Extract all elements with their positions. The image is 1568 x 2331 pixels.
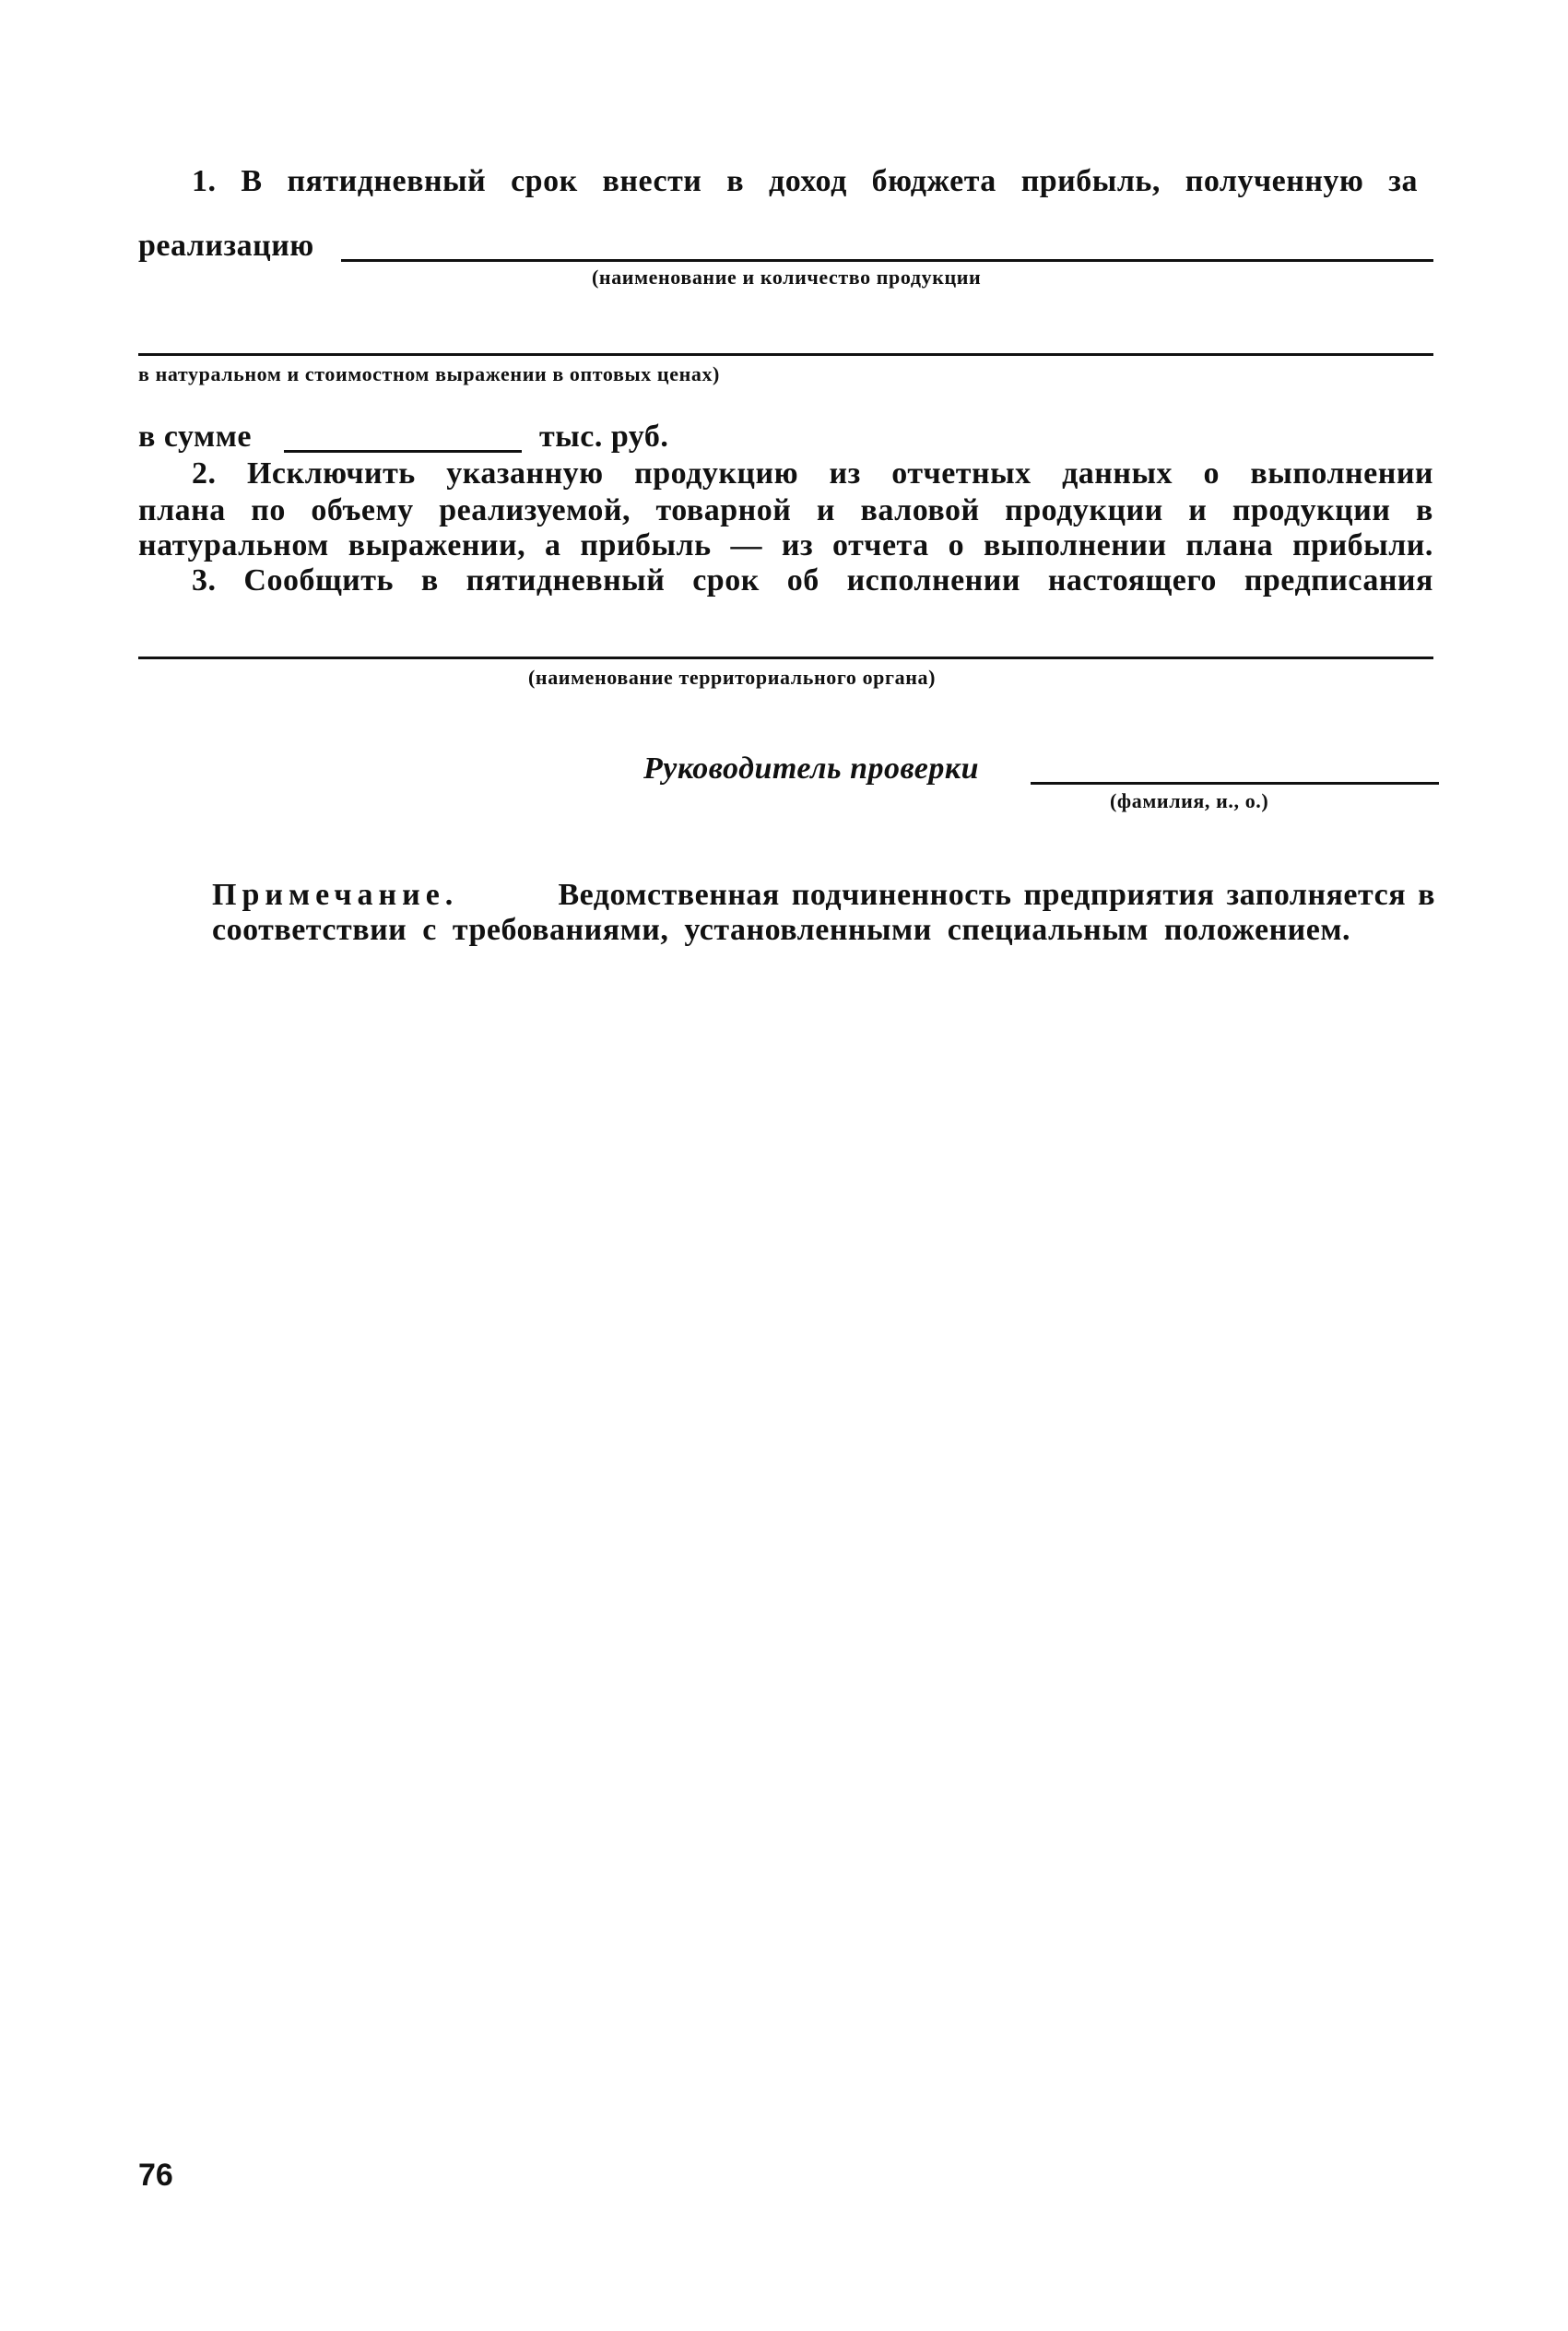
word: продукции xyxy=(1005,493,1163,527)
word: отчетных xyxy=(891,456,1032,491)
word: бюджета xyxy=(871,164,996,198)
word: реализуемой, xyxy=(439,493,631,527)
signature-label: Руководитель проверки xyxy=(643,751,980,786)
word: и xyxy=(816,493,835,527)
sum-suffix: тыс. руб. xyxy=(539,420,669,454)
word: за xyxy=(1388,164,1418,198)
realization-blank-line xyxy=(341,259,1433,262)
word: товарной xyxy=(655,493,792,527)
word: данных xyxy=(1062,456,1173,491)
word: 1. xyxy=(192,164,217,198)
word: объему xyxy=(311,493,414,527)
note-line-2: соответствии с требованиями, установленными специальным положением. xyxy=(212,913,1350,947)
word: в xyxy=(1415,493,1433,527)
word: срок xyxy=(511,164,578,198)
word: предписания xyxy=(1244,563,1433,598)
page-number: 76 xyxy=(138,2158,173,2193)
word: исполнении xyxy=(846,563,1020,598)
word: пятидневный xyxy=(466,563,666,598)
word: продукции xyxy=(1232,493,1391,527)
item2-line-1 xyxy=(192,456,1433,491)
word: а xyxy=(545,528,561,562)
signature-blank-line xyxy=(1031,782,1439,785)
word: об xyxy=(786,563,819,598)
word: натуральном xyxy=(138,528,329,562)
word: в xyxy=(420,563,439,598)
word: В xyxy=(241,164,263,198)
word: и xyxy=(1188,493,1208,527)
word: полученную xyxy=(1185,164,1364,198)
word: выполнении xyxy=(983,528,1167,562)
word: о xyxy=(1203,456,1220,491)
word: доход xyxy=(769,164,847,198)
word: настоящего xyxy=(1047,563,1217,598)
note-line-1 xyxy=(212,878,1435,913)
organ-blank-line xyxy=(138,657,1433,659)
word: выполнении xyxy=(1250,456,1433,491)
word: 2. xyxy=(192,456,217,491)
note-line-1-rest: Ведомственная подчиненность предприятия заполняется в xyxy=(558,878,1435,912)
sum-blank-line xyxy=(284,450,522,453)
sum-prefix: в сумме xyxy=(138,420,252,454)
word: плана xyxy=(138,493,226,527)
word: валовой xyxy=(860,493,980,527)
word: плана xyxy=(1185,528,1274,562)
word: отчета xyxy=(832,528,929,562)
word: продукцию xyxy=(634,456,799,491)
word: Сообщить xyxy=(243,563,394,598)
item2-line-3 xyxy=(138,528,1433,563)
note-heading: Примечание. xyxy=(212,878,459,912)
word: срок xyxy=(692,563,760,598)
word: в xyxy=(726,164,745,198)
word: — xyxy=(730,528,762,562)
word: из xyxy=(829,456,861,491)
word: прибыли. xyxy=(1292,528,1433,562)
item1-line xyxy=(192,164,1418,199)
realization-blank-line-2 xyxy=(138,353,1433,356)
word: внести xyxy=(602,164,702,198)
word: 3. xyxy=(192,563,217,598)
organ-caption: (наименование территориального органа) xyxy=(528,666,937,689)
item3-line xyxy=(192,563,1433,598)
item2-line-2 xyxy=(138,493,1433,528)
realization-label: реализацию xyxy=(138,229,314,263)
word: из xyxy=(781,528,814,562)
word: прибыль, xyxy=(1020,164,1161,198)
word: Исключить xyxy=(246,456,416,491)
realization-caption-2: в натуральном и стоимостном выражении в оптовых ценах) xyxy=(138,362,720,385)
word: выражении, xyxy=(348,528,526,562)
realization-caption-1: (наименование и количество продукции xyxy=(592,266,982,289)
word: о xyxy=(948,528,965,562)
signature-caption: (фамилия, и., о.) xyxy=(1110,789,1269,812)
word: прибыль xyxy=(580,528,712,562)
word: по xyxy=(251,493,286,527)
word: указанную xyxy=(446,456,604,491)
word: пятидневный xyxy=(287,164,487,198)
